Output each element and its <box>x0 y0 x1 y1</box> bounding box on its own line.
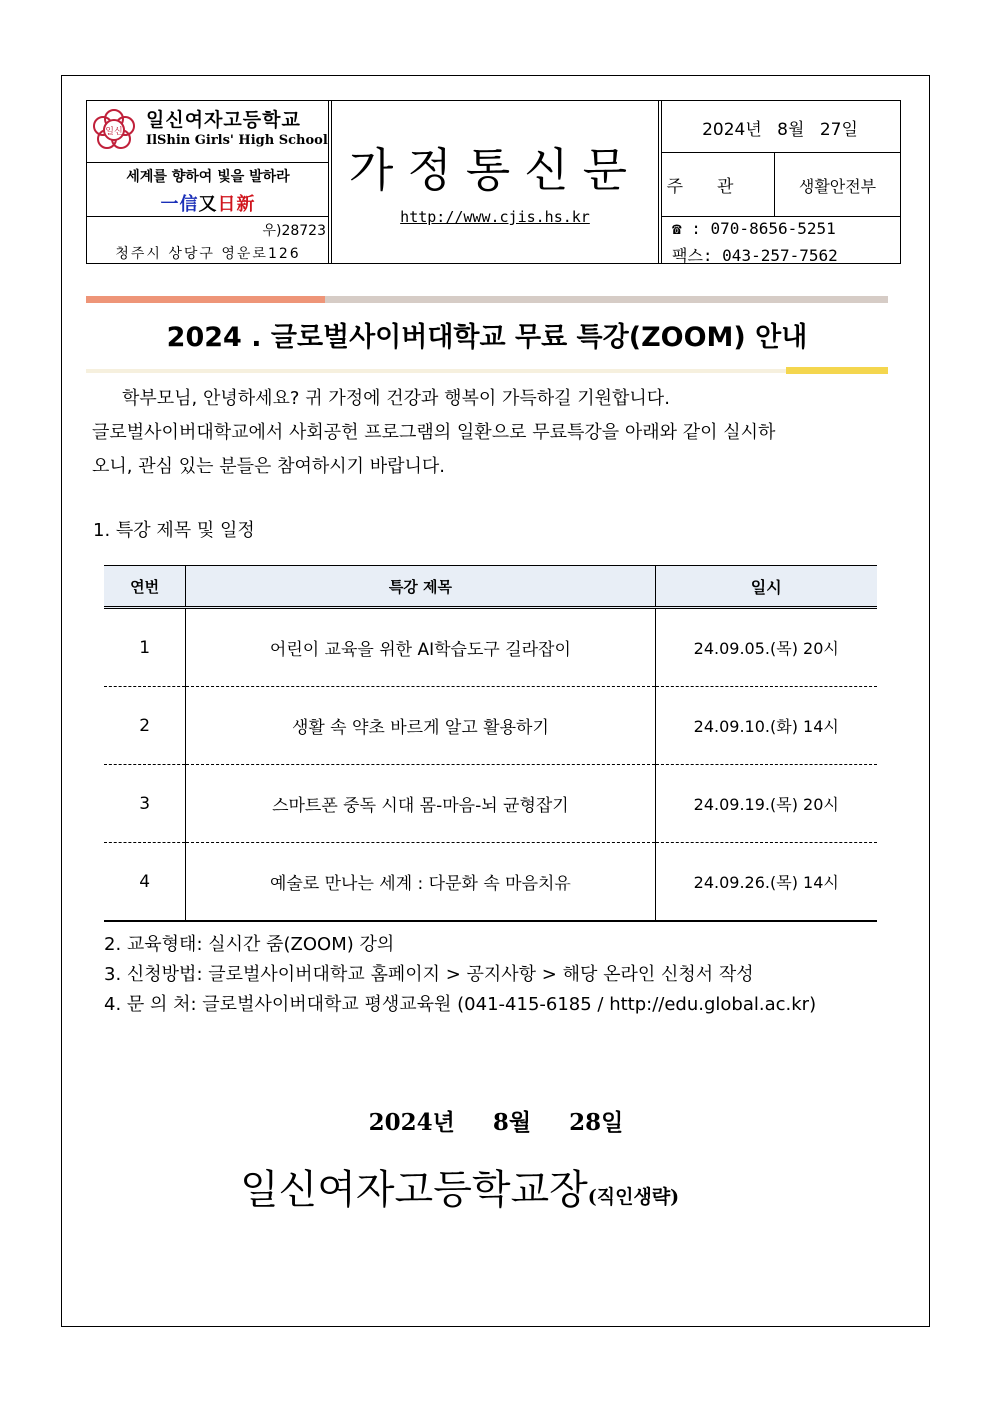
svg-text:일신: 일신 <box>105 127 123 137</box>
school-motto: 세계를 향하여 빛을 발하라 <box>126 169 290 185</box>
main-title: 2024 . 글로벌사이버대학교 무료 특강(ZOOM) 안내 <box>166 322 808 353</box>
school-url-link[interactable]: http://www.cjis.hs.kr <box>400 208 590 226</box>
lecture-number: 4 <box>104 843 186 922</box>
header-divider <box>661 216 901 217</box>
lecture-datetime: 24.09.19.(목) 20시 <box>655 765 877 843</box>
host-label: 주관 <box>666 177 768 197</box>
section-title: 1. 특강 제목 및 일정 <box>93 520 255 541</box>
intro-paragraph <box>92 382 892 484</box>
seal-note: (직인생략) <box>587 1186 680 1208</box>
principal-title: 일신여자고등학교장 <box>240 1167 588 1213</box>
fax-number: 팩스: 043-257-7562 <box>672 246 838 265</box>
info-item: 4. 문 의 처: 글로벌사이버대학교 평생교육원 (041-415-6185 / http://edu.global.ac.kr) <box>104 994 817 1015</box>
school-address: 청주시 상당구 영운로126 <box>115 246 301 262</box>
host-department: 생활안전부 <box>798 177 877 196</box>
header-divider <box>328 100 329 264</box>
info-list <box>104 930 816 1020</box>
table-row <box>104 687 877 765</box>
lecture-title: 생활 속 약초 바르게 알고 활용하기 <box>186 687 655 765</box>
table-header: 특강 제목 <box>186 566 655 608</box>
newsletter-title: 가정통신문 <box>348 143 642 197</box>
school-logo-icon <box>92 108 136 152</box>
table-row <box>104 608 877 687</box>
signature-date: 2024년 8월 28일 <box>368 1109 624 1136</box>
phone-number: ☎ : 070-8656-5251 <box>672 219 836 238</box>
table-header: 일시 <box>655 566 877 608</box>
header-divider <box>86 216 329 217</box>
title-bar <box>325 296 888 303</box>
lecture-datetime: 24.09.05.(목) 20시 <box>655 608 877 687</box>
lecture-number: 3 <box>104 765 186 843</box>
info-item: 2. 교육형태: 실시간 줌(ZOOM) 강의 <box>104 934 395 955</box>
intro-line: 학부모님, 안녕하세요? 귀 가정에 건강과 행복이 가득하길 기원합니다. <box>122 388 670 409</box>
lecture-table <box>104 565 877 922</box>
issue-date: 2024년 8월 27일 <box>702 120 858 140</box>
lecture-title: 예술로 만나는 세계 : 다문화 속 마음치유 <box>186 843 655 922</box>
intro-line: 글로벌사이버대학교에서 사회공헌 프로그램의 일환으로 무료특강을 아래와 같이 실시하 <box>92 422 776 443</box>
principal-signature <box>240 1158 679 1215</box>
intro-line: 오니, 관심 있는 분들은 참여하시기 바랍니다. <box>92 456 446 477</box>
info-item: 3. 신청방법: 글로벌사이버대학교 홈페이지 > 공지사항 > 해당 온라인 신청서 작성 <box>104 964 754 985</box>
title-underline <box>86 369 786 373</box>
lecture-datetime: 24.09.10.(화) 14시 <box>655 687 877 765</box>
school-motto-hanja: 一信又日新 <box>160 194 256 215</box>
lecture-title: 스마트폰 중독 시대 몸-마음-뇌 균형잡기 <box>186 765 655 843</box>
title-bar-accent <box>86 296 325 303</box>
lecture-datetime: 24.09.26.(목) 14시 <box>655 843 877 922</box>
lecture-title: 어린이 교육을 위한 AI학습도구 길라잡이 <box>186 608 655 687</box>
title-underline-accent <box>786 367 888 374</box>
table-header: 연번 <box>104 566 186 608</box>
school-name-en: IlShin Girls' High School <box>146 133 328 148</box>
header-divider <box>86 162 329 163</box>
lecture-number: 1 <box>104 608 186 687</box>
zip-code: 우)28723 <box>262 223 326 239</box>
table-header-row <box>104 566 877 608</box>
table-row <box>104 843 877 922</box>
table-row <box>104 765 877 843</box>
header-divider <box>661 152 901 153</box>
lecture-number: 2 <box>104 687 186 765</box>
school-name-ko: 일신여자고등학교 <box>146 109 301 131</box>
